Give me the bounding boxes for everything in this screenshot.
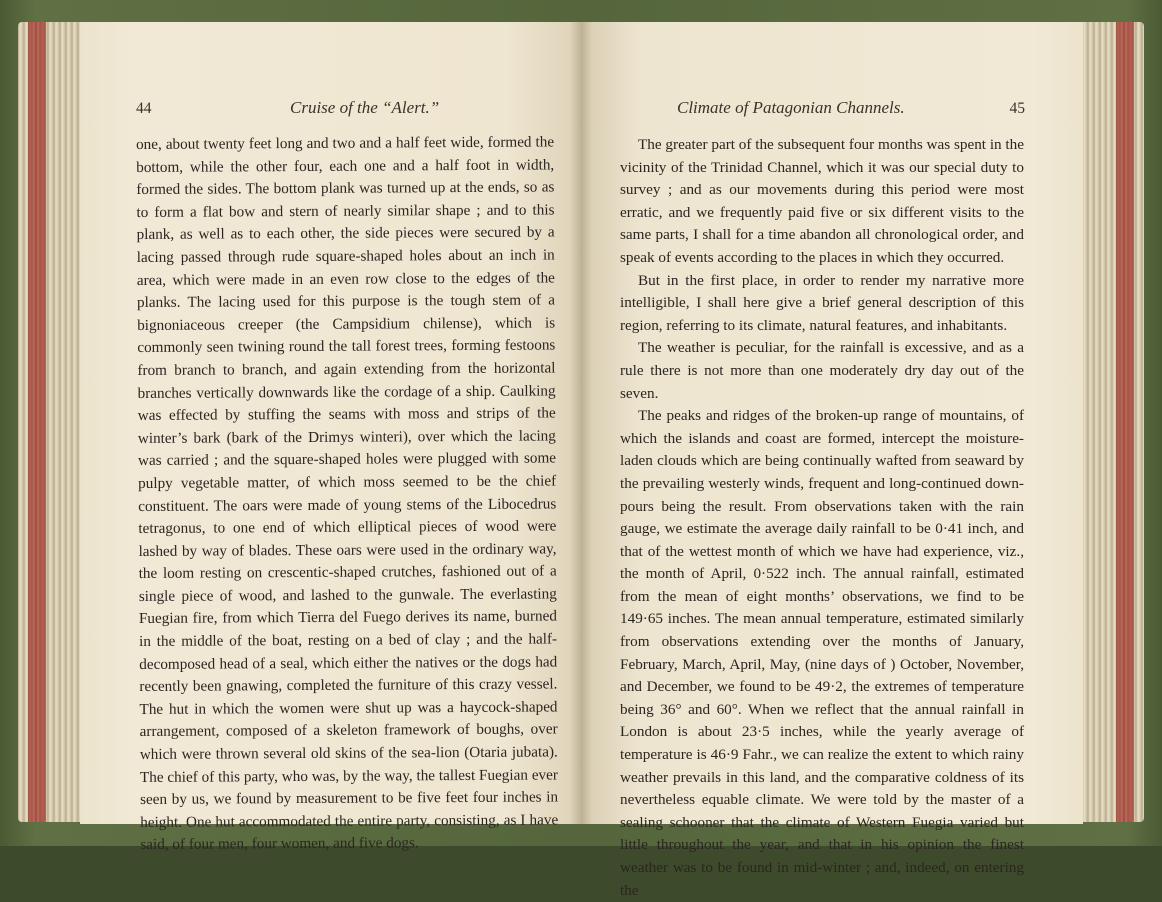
book-gutter [570, 22, 592, 824]
right-paragraph-4: The peaks and ridges of the broken-up range of mountains, of which the islands and coast are formed, intercept the moisture-laden clouds which are being continually wafted from seaward by the prevailing westerly winds, frequent and long-continued down-pours being the result. From observations taken with the rain gauge, we estimate the average daily rainfall to be 0·41 inch, and that of the wettest month of which we have had experience, viz., the month of April, 0·522 inch. The annual rainfall, estimated from the mean of eight months’ observations, we find to be 149·65 inches. The mean annual temperature, estimated similarly from observations extending over the months of January, February, March, April, May, (nine days of ) October, November, and December, we found to be 49·2, the extremes of temperature being 36° and 60°. When we reflect that the annual rainfall in London is about 23·5 inches, while the yearly average of temperature is 46·9 Fahr., we can realize the extent to which rainy weather prevails in this land, and the comparative coldness of its nevertheless equable climate. We were told by the master of a sealing schooner that the climate of Western Fuegia varied but little throughout the year, and that in his opinion the finest weather was to be found in mid-winter ; and, indeed, on entering the [620, 407, 1024, 899]
right-page [581, 22, 1083, 899]
left-page-text [136, 131, 558, 857]
left-paragraph-1: one, about twenty feet long and two and a half feet wide, formed the bottom, while the other four, each one and a half foot in width, formed the sides. The bottom plank was turned up at the ends, so as to form a flat bow and stern of nearly similar shape ; and to this plank, as well as to each other, the side pieces were secured by a lacing passed through rude square-shaped holes about an inch in area, which were made in an even row close to the edges of the planks. The lacing used for this purpose is the tough stem of a bignoniaceous creeper (the Campsidium chilense), which is commonly seen twining round the tall forest trees, forming festoons from branch to branch, and again extending from the horizontal branches vertically downwards like the cordage of a ship. Caulking was effected by stuffing the seams with moss and strips of the winter’s bark (bark of the Drimys winteri), over which the lacing was carried ; and the square-shaped holes were plugged with some pulpy vegetable matter, of which moss seemed to be the chief constituent. The oars were made of young stems of the Libocedrus tetragonus, to one end of which elliptical pieces of wood were lashed by way of blades. These oars were used in the ordinary way, the loom resting on crescentic-shaped crutches, fashioned out of a single piece of wood, and lashed to the gunwale. The everlasting Fuegian fire, from which Tierra del Fuego derives its name, burned in the middle of the boat, resting on a bed of clay ; and the half-decomposed head of a seal, which either the natives or the dogs had recently been gnawing, completed the furniture of this crazy vessel. The hut in which the women were shut up was a haycock-shaped arrangement, composed of a skeleton framework of boughs, over which were thrown several old skins of the sea-lion (Otaria jubata). The chief of this party, who was, by the way, the tallest Fuegian ever seen by us, we found by measurement to be five feet four inches in height. One hut accommodated the entire party, consisting, as I have said, of four men, four women, and five dogs. [136, 133, 559, 854]
left-running-head: Cruise of the “Alert.” [290, 98, 440, 117]
right-page-number: 45 [1009, 100, 1025, 117]
ribbon-edge-left [28, 22, 46, 822]
right-paragraph-3: The weather is peculiar, for the rainfall is excessive, and as a rule there is not more than one moderately dry day out of the seven. [620, 339, 1024, 402]
ribbon-edge-right [1116, 22, 1134, 822]
left-page-number: 44 [136, 100, 152, 117]
right-running-head: Climate of Patagonian Channels. [677, 98, 905, 117]
right-paragraph-2: But in the first place, in order to render my narrative more intelligible, I shall here give a brief general description of this region, referring to its climate, natural features, and inhabitants. [620, 271, 1024, 334]
right-paragraph-1: The greater part of the subsequent four months was spent in the vicinity of the Trinidad Channel, which it was our special duty to survey ; and as our movements during this period were most erratic, and we frequently paid five or six different visits to the same parts, I shall for a time abandon all chronological order, and speak of events according to the places in which they occurred. [620, 136, 1024, 266]
left-page [80, 22, 581, 854]
right-page-text [620, 134, 1024, 902]
